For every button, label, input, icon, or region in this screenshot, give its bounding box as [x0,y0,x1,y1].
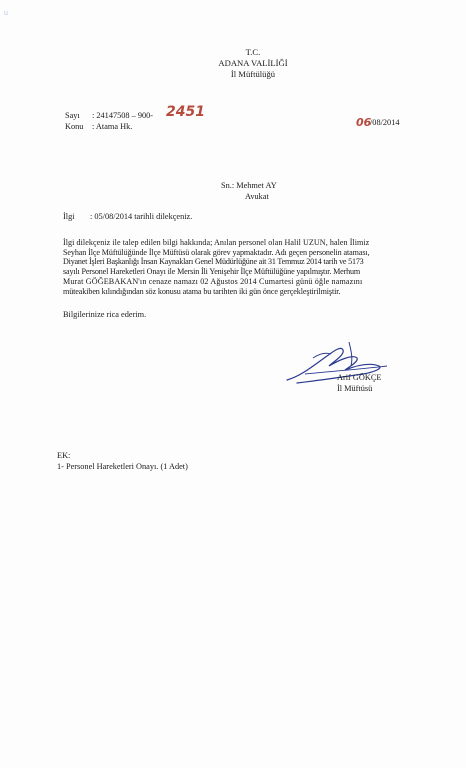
konu-value: : Atama Hk. [92,122,133,131]
recipient-name: Sn.: Mehmet AY [221,181,277,190]
body-paragraph [63,238,411,296]
recipient-title: Avukat [245,192,269,201]
closing-line: Bilgilerinize rica ederim. [63,310,147,319]
date-handwritten-day: 06 [356,116,372,129]
signatory-title: İl Müftüsü [337,384,373,393]
attachment-item: 1- Personel Hareketleri Onayı. (1 Adet) [57,462,188,471]
body-line: Diyanet İşleri Başkanlığı İnsan Kaynakları Genel Müdürlüğüne ait 31 Temmuz 2014 tarih ve 5173 [63,257,364,267]
body-line: Murat GÖĞEBAKAN'ın cenaze namazı 02 Ağustos 2014 Cumartesi günü öğle namazını [63,276,363,286]
date-printed: /08/2014 [370,118,400,127]
body-line: Seyhan İlçe Müftülüğünde İlçe Müftüsü olarak görev yapmaktadır. Adı geçen personelin ataması, [63,247,370,257]
corner-mark: u [4,10,8,17]
body-line: İlgi dilekçeniz ile talep edilen bilgi hakkında; Anılan personel olan Halil UZUN, halen İlimiz [63,238,370,247]
reference-label: İlgi [63,212,75,221]
attachments-label: EK: [57,451,71,460]
body-line: sayılı Personel Hareketleri Onayı ile Mersin İli Yenişehir İlçe Müftülüğüne yapılmıştır. Merhum [63,267,361,277]
reference-value: : 05/08/2014 tarihli dilekçeniz. [90,212,193,221]
header-muftuluk: İl Müftülüğü [230,69,276,79]
sayi-value: : 24147508 – 900- [92,111,154,120]
sayi-label: Sayı [65,111,80,120]
signatory-name: Arif GÖKÇE [337,373,382,382]
konu-label: Konu [65,122,84,131]
header-valilik: ADANA VALİLİĞİ [218,58,288,68]
sayi-handwritten-number: 2451 [166,104,205,120]
header-tc: T.C. [245,47,261,57]
body-line: müteakiben kılındığından söz konusu atama bu tarihten iki gün önce gerçekleştirilmiştir. [63,286,341,296]
